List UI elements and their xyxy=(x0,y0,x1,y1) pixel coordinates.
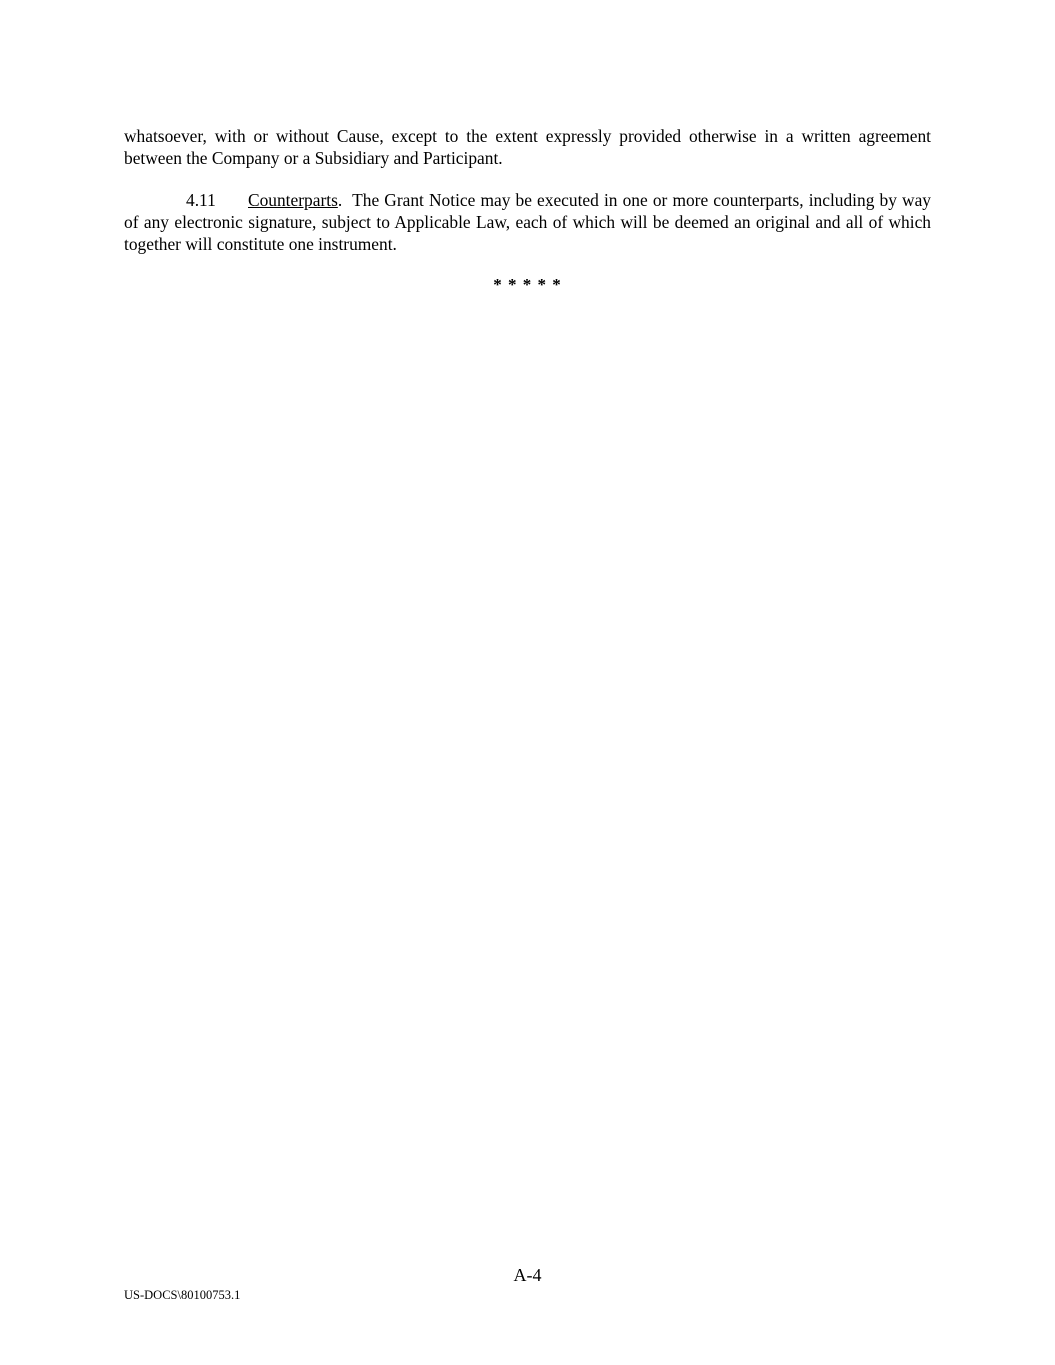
document-id: US-DOCS\80100753.1 xyxy=(124,1288,241,1302)
end-separator: * * * * * xyxy=(493,275,562,294)
continued-paragraph xyxy=(124,125,931,169)
section-heading: Counterparts xyxy=(248,190,338,210)
continued-paragraph-text: whatsoever, with or without Cause, except to the extent expressly provided otherwise in a written agreement between the Company or a Subsidiary and Participant. xyxy=(124,126,931,168)
section-4-11-paragraph xyxy=(124,189,936,255)
section-number: 4.11 xyxy=(186,190,216,210)
section-body: The Grant Notice may be executed in one or more counterparts, including by way of any electronic signature, subject to Applicable Law, each of which will be deemed an original and all of which together will constitute one instrument. xyxy=(124,190,936,254)
page-number: A-4 xyxy=(513,1265,542,1285)
section-heading-suffix: . xyxy=(337,190,343,210)
